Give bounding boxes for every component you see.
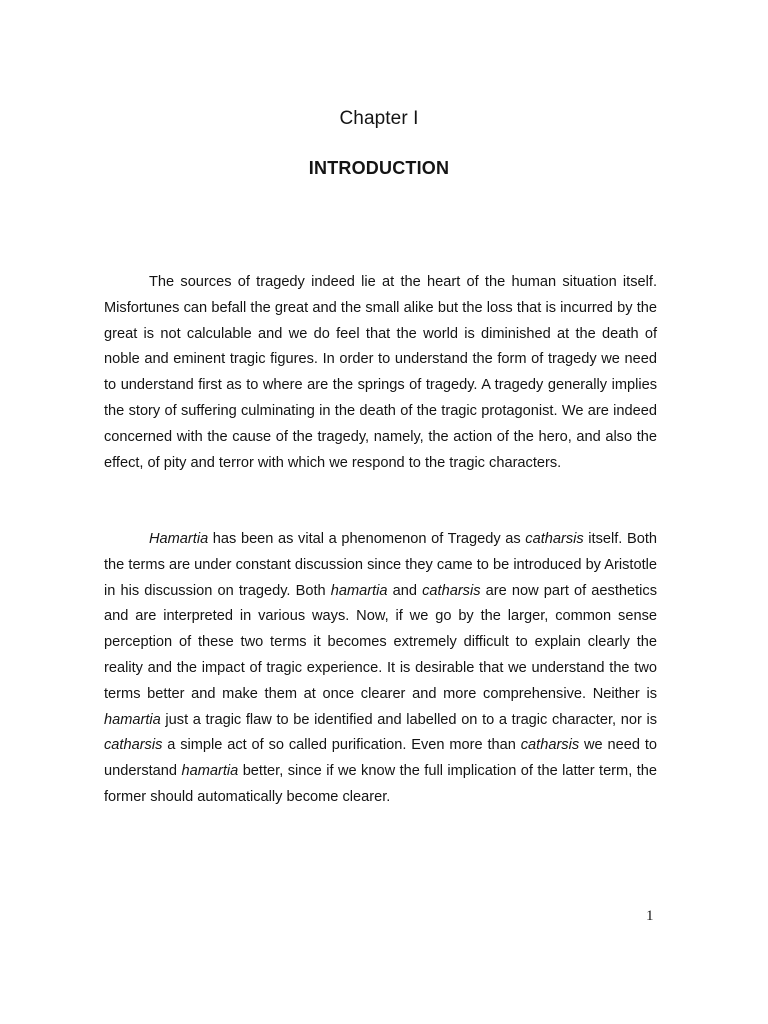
italic-term: hamartia [330,582,388,599]
text-run: has been as vital a phenomenon of Tragedy as [208,531,526,547]
italic-term: catharsis [525,531,584,547]
text-run: and [387,582,423,599]
text-run: itself. Both the terms are under constant discussion since they came to be introduced by Aristotle in his discussion on tragedy. Both [104,531,657,599]
text-run: just a tragic flaw to be identified and labelled on to a tragic character, nor is [160,711,657,728]
chapter-title: INTRODUCTION [308,158,450,178]
italic-term: catharsis [422,582,481,599]
italic-term: hamartia [104,711,161,728]
paragraph-text [104,527,657,811]
paragraph-text [104,270,657,476]
italic-term: catharsis [104,737,163,754]
page-number: 1 [646,908,654,924]
italic-term: catharsis [520,737,580,754]
text-run: are now part of aesthetics and are interpreted in various ways. Now, if we go by the larger, common sense perception of these two terms it becomes extremely difficult to explain clearly the reality and the impact of tragic experience. It is desirable that we understand the two terms better and make them at once clearer and more comprehensive. Neither is [104,582,657,702]
chapter-label: Chapter I [339,108,419,129]
body-paragraph-1 [104,270,657,476]
italic-term: hamartia [181,763,239,780]
text-run: we need to understand [104,737,657,780]
body-paragraph-2 [104,527,657,811]
text-run: The sources of tragedy indeed lie at the heart of the human situation itself. Misfortunes can befall the great and the small alike but the loss that is incurred by the great is not calculable and we do feel that the world is diminished at the death of noble and eminent tragic figures. In order to understand the form of tragedy we need to understand first as to where are the springs of tragedy. A tragedy generally implies the story of suffering culminating in the death of the tragic protagonist. We are indeed concerned with the cause of the tragedy, namely, the action of the hero, and also the effect, of pity and terror with which we respond to the tragic characters. [104,274,657,471]
text-run: a simple act of so called purification. Even more than [162,737,521,754]
text-run: better, since if we know the full implication of the latter term, the former should automatically become clearer. [104,763,657,805]
italic-term: Hamartia [149,531,209,547]
